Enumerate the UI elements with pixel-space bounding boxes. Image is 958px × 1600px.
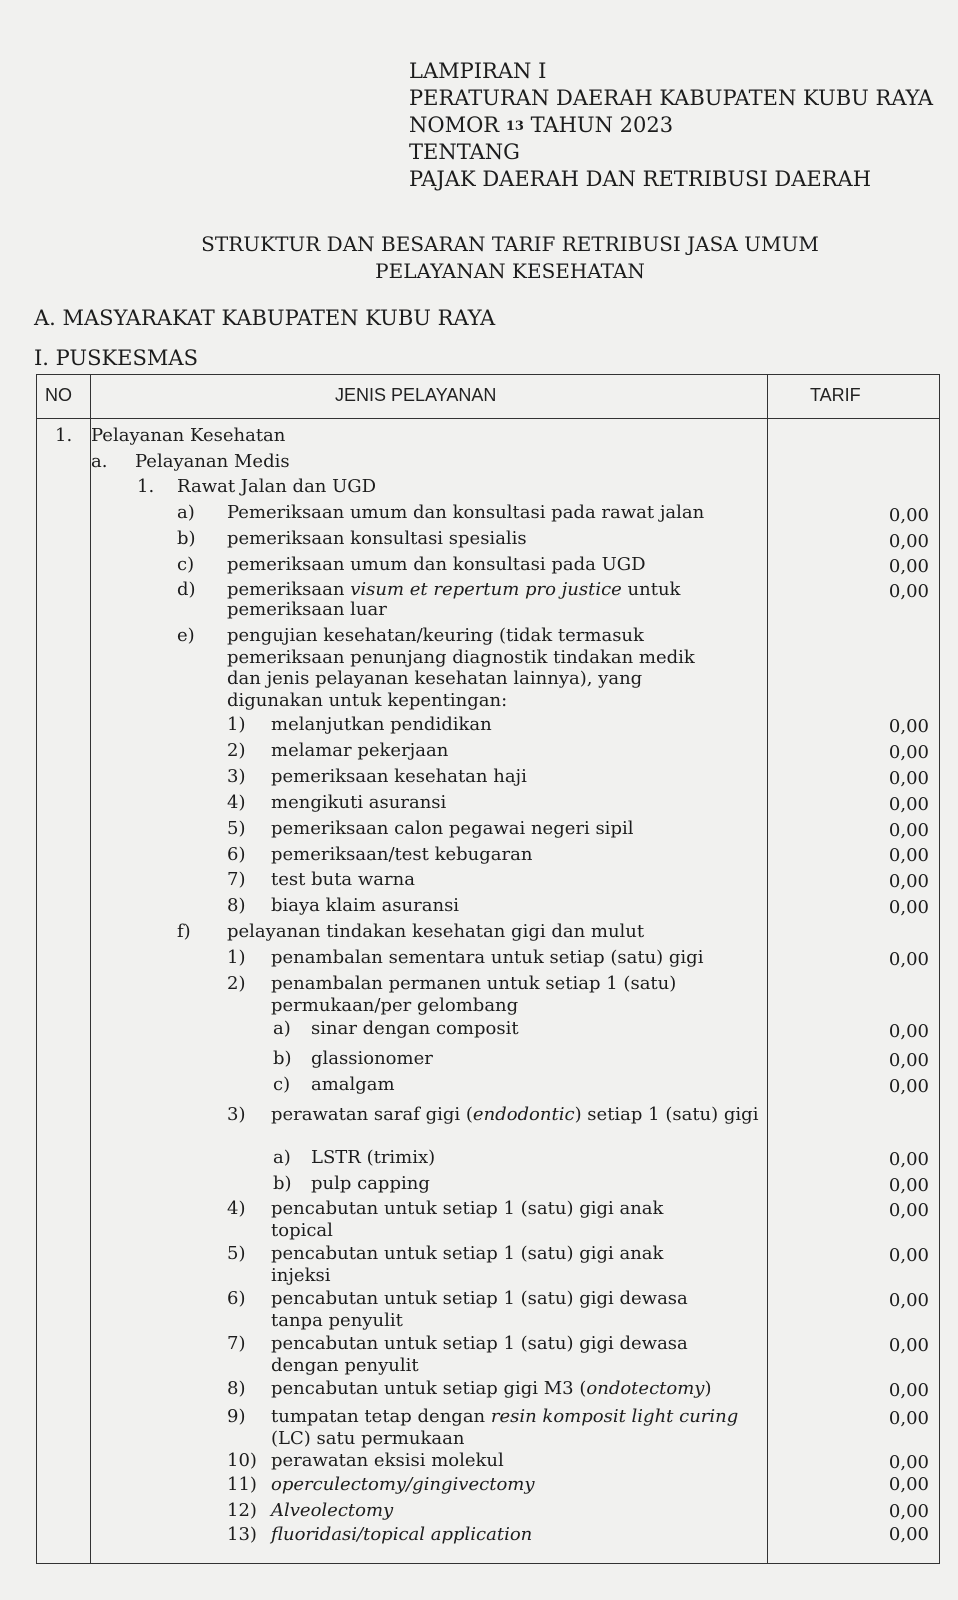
row-tarif: 0,00 <box>888 768 929 789</box>
row-number: 6) <box>227 844 246 865</box>
row-text: pemeriksaan umum dan konsultasi pada UGD <box>227 554 646 575</box>
text-part: perawatan saraf gigi ( <box>271 1104 473 1125</box>
row-tarif: 0,00 <box>888 1335 929 1356</box>
row-text: amalgam <box>311 1074 395 1095</box>
row-tarif: 0,00 <box>888 1474 929 1495</box>
row-text: fluoridasi/topical application <box>271 1524 533 1545</box>
row-number: e) <box>177 625 195 646</box>
row-number: c) <box>273 1074 291 1095</box>
row-tarif: 0,00 <box>888 1524 929 1545</box>
row-text: melamar pekerjaan <box>271 740 449 761</box>
row-text: pencabutan untuk setiap 1 (satu) gigi dewasa tanpa penyulit <box>271 1288 688 1331</box>
text-part: ) <box>704 1378 712 1399</box>
row-number: b) <box>177 528 196 549</box>
row-text: pemeriksaan/test kebugaran <box>271 844 533 865</box>
row-text: Pelayanan Medis <box>135 451 290 472</box>
row-tarif: 0,00 <box>888 1408 929 1429</box>
header-line-4: TENTANG <box>409 140 520 164</box>
document-header <box>409 58 933 193</box>
row-tarif: 0,00 <box>888 531 929 552</box>
col-header-tarif: TARIF <box>810 385 861 405</box>
row-text-cont: (LC) satu permukaan <box>271 1428 465 1449</box>
row-number: 1. <box>137 476 155 497</box>
row-text: pulp capping <box>311 1173 430 1194</box>
header-nomor: NOMOR <box>409 113 500 137</box>
text-part: tumpatan tetap dengan <box>271 1406 491 1427</box>
row-tarif: 0,00 <box>888 1245 929 1266</box>
row-text: penambalan sementara untuk setiap (satu) gigi <box>271 947 704 968</box>
row-number: 7) <box>227 869 246 890</box>
row-number: 1. <box>55 425 73 446</box>
row-number: 9) <box>227 1406 246 1427</box>
row-number: b) <box>273 1173 292 1194</box>
row-number: 1) <box>227 714 246 735</box>
header-line-5: PAJAK DAERAH DAN RETRIBUSI DAERAH <box>409 167 872 191</box>
row-tarif: 0,00 <box>888 716 929 737</box>
row-text-cont: pemeriksaan luar <box>227 599 387 620</box>
header-divider <box>37 418 939 419</box>
row-number: 1) <box>227 947 246 968</box>
handwritten-number: 13 <box>505 119 524 134</box>
text-part: ) setiap 1 (satu) gigi <box>574 1104 759 1125</box>
text-part: untuk <box>621 579 681 600</box>
row-number: 8) <box>227 1378 246 1399</box>
italic-term: endodontic <box>472 1104 575 1125</box>
doc-title-2: PELAYANAN KESEHATAN <box>375 259 645 283</box>
header-line-1: LAMPIRAN I <box>409 59 547 83</box>
row-tarif: 0,00 <box>888 1501 929 1522</box>
row-text: Pemeriksaan umum dan konsultasi pada rawat jalan <box>227 502 705 523</box>
row-text: sinar dengan composit <box>311 1018 519 1039</box>
row-number: a) <box>273 1018 291 1039</box>
row-tarif: 0,00 <box>888 1452 929 1473</box>
row-number: 4) <box>227 792 246 813</box>
row-text: pelayanan tindakan kesehatan gigi dan mulut <box>227 921 645 942</box>
row-number: b) <box>273 1048 292 1069</box>
text-part: pencabutan untuk setiap gigi M3 ( <box>271 1378 587 1399</box>
row-number: 5) <box>227 818 246 839</box>
italic-term: visum et repertum pro justice <box>350 579 622 600</box>
col-header-jenis: JENIS PELAYANAN <box>335 385 497 405</box>
row-number: 6) <box>227 1288 246 1309</box>
doc-title-1: STRUKTUR DAN BESARAN TARIF RETRIBUSI JASA UMUM <box>201 232 819 256</box>
row-number: f) <box>177 921 191 942</box>
row-text <box>271 1378 712 1400</box>
row-text: glassionomer <box>311 1048 433 1069</box>
section-a-heading: A. MASYARAKAT KABUPATEN KUBU RAYA <box>34 306 496 330</box>
row-number: c) <box>177 554 195 575</box>
row-text: pengujian kesehatan/keuring (tidak termasuk pemeriksaan penunjang diagnostik tindakan medik dan jenis pelayanan kesehatan lainnya), yang digunakan untuk kepentingan: <box>227 625 695 711</box>
row-tarif: 0,00 <box>888 1021 929 1042</box>
row-number: 2) <box>227 973 246 994</box>
row-number: a) <box>273 1147 291 1168</box>
row-tarif: 0,00 <box>888 1290 929 1311</box>
row-tarif: 0,00 <box>888 1175 929 1196</box>
row-tarif: 0,00 <box>888 1200 929 1221</box>
row-text: pemeriksaan kesehatan haji <box>271 766 527 787</box>
header-line-2: PERATURAN DAERAH KABUPATEN KUBU RAYA <box>409 86 934 110</box>
row-tarif: 0,00 <box>888 949 929 970</box>
header-tahun: TAHUN 2023 <box>530 113 674 137</box>
row-number: 8) <box>227 895 246 916</box>
row-number: 13) <box>227 1524 257 1545</box>
row-tarif: 0,00 <box>888 897 929 918</box>
row-text: pencabutan untuk setiap 1 (satu) gigi anak topical <box>271 1198 664 1241</box>
row-tarif: 0,00 <box>888 794 929 815</box>
row-tarif: 0,00 <box>888 1050 929 1071</box>
col-divider-2 <box>767 375 768 1563</box>
row-text: pemeriksaan calon pegawai negeri sipil <box>271 818 634 839</box>
col-header-no: NO <box>45 385 72 405</box>
row-text: mengikuti asuransi <box>271 792 447 813</box>
row-text: LSTR (trimix) <box>311 1147 436 1168</box>
row-text: Alveolectomy <box>271 1500 394 1521</box>
tariff-table <box>36 374 940 1564</box>
header-line-3 <box>409 112 933 139</box>
row-number: 3) <box>227 766 246 787</box>
row-text: biaya klaim asuransi <box>271 895 460 916</box>
row-text: pencabutan untuk setiap 1 (satu) gigi dewasa dengan penyulit <box>271 1333 688 1376</box>
row-number: a. <box>91 451 108 472</box>
row-tarif: 0,00 <box>888 1380 929 1401</box>
row-tarif: 0,00 <box>888 1076 929 1097</box>
italic-term: ondotectomy <box>586 1378 705 1399</box>
row-tarif: 0,00 <box>888 845 929 866</box>
row-text: Rawat Jalan dan UGD <box>177 476 377 497</box>
row-text: pemeriksaan konsultasi spesialis <box>227 528 527 549</box>
row-number: 3) <box>227 1104 246 1125</box>
row-number: 7) <box>227 1333 246 1354</box>
row-tarif: 0,00 <box>888 820 929 841</box>
section-i-heading: I. PUSKESMAS <box>34 346 198 370</box>
row-number: a) <box>177 502 195 523</box>
row-tarif: 0,00 <box>888 556 929 577</box>
row-tarif: 0,00 <box>888 1149 929 1170</box>
row-text: test buta warna <box>271 869 415 890</box>
row-text: operculectomy/gingivectomy <box>271 1474 535 1495</box>
italic-term: resin komposit light curing <box>490 1406 739 1427</box>
row-number: 11) <box>227 1474 257 1495</box>
row-text <box>271 1104 758 1126</box>
row-text <box>227 579 680 601</box>
row-number: 12) <box>227 1500 257 1521</box>
row-text: penambalan permanen untuk setiap 1 (satu) permukaan/per gelombang <box>271 973 677 1016</box>
row-tarif: 0,00 <box>888 742 929 763</box>
text-part: pemeriksaan <box>227 579 351 600</box>
row-tarif: 0,00 <box>888 581 929 602</box>
row-number: 10) <box>227 1450 257 1471</box>
row-text: melanjutkan pendidikan <box>271 714 492 735</box>
row-text: perawatan eksisi molekul <box>271 1450 504 1471</box>
row-number: 5) <box>227 1243 246 1264</box>
col-divider-1 <box>90 375 91 1563</box>
row-tarif: 0,00 <box>888 871 929 892</box>
row-number: 4) <box>227 1198 246 1219</box>
row-text: Pelayanan Kesehatan <box>91 425 286 446</box>
row-number: 2) <box>227 740 246 761</box>
row-text: pencabutan untuk setiap 1 (satu) gigi anak injeksi <box>271 1243 664 1286</box>
row-number: d) <box>177 579 196 600</box>
row-tarif: 0,00 <box>888 505 929 526</box>
row-text <box>271 1406 738 1428</box>
